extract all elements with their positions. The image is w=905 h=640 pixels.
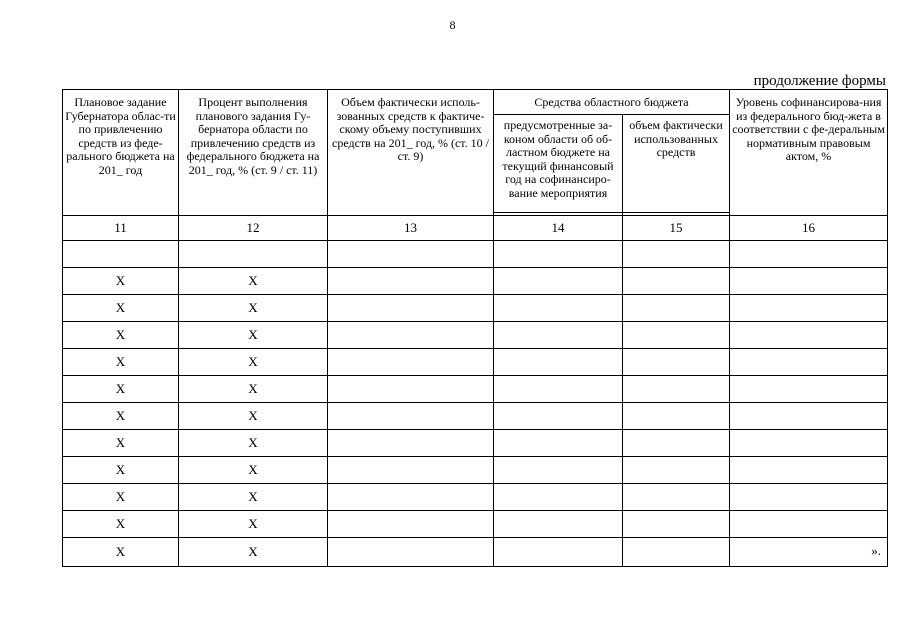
table-row	[63, 430, 888, 457]
table-cell	[623, 403, 730, 430]
table-cell	[623, 538, 730, 567]
table-cell	[623, 430, 730, 457]
table-cell: X	[179, 268, 328, 295]
table-cell	[494, 376, 623, 403]
table-cell	[328, 403, 494, 430]
table-cell	[63, 241, 179, 268]
table-cell	[328, 511, 494, 538]
table-cell: X	[179, 349, 328, 376]
table-cell	[328, 268, 494, 295]
table-cell	[494, 349, 623, 376]
table-cell	[328, 295, 494, 322]
table-cell	[328, 322, 494, 349]
table-cell	[494, 295, 623, 322]
form-table	[62, 89, 888, 567]
table-cell	[730, 322, 888, 349]
table-cell	[730, 484, 888, 511]
table-cell: X	[179, 295, 328, 322]
table-cell	[730, 511, 888, 538]
table-cell	[494, 484, 623, 511]
table-cell	[623, 241, 730, 268]
table-cell: X	[63, 376, 179, 403]
header-col-11: Плановое задание Губернатора облас-ти по привлечению средств из феде-рального бюджета на 201_ год	[63, 90, 179, 213]
table-cell	[623, 457, 730, 484]
table-row	[63, 538, 888, 567]
page-number: 8	[449, 18, 456, 32]
column-numbers-row	[63, 216, 888, 241]
table-cell	[730, 241, 888, 268]
table-cell: X	[179, 403, 328, 430]
table-cell: X	[179, 376, 328, 403]
table-cell	[623, 349, 730, 376]
table-cell: X	[179, 322, 328, 349]
table-cell: X	[63, 322, 179, 349]
table-cell	[730, 430, 888, 457]
table-cell: X	[179, 511, 328, 538]
table-cell	[494, 457, 623, 484]
table-row	[63, 376, 888, 403]
table-row	[63, 241, 888, 268]
table-cell	[179, 241, 328, 268]
continuation-label: продолжение формы	[753, 73, 886, 89]
table-cell: X	[63, 457, 179, 484]
table-cell	[494, 538, 623, 567]
header-col-16: Уровень софинансирова-ния из федерального бюд-жета в соответствии с фе-деральным нормативным правовым актом, %	[730, 90, 888, 213]
table-cell: ».	[730, 538, 888, 567]
column-number: 12	[179, 216, 328, 241]
table-cell: X	[63, 268, 179, 295]
header-col-15: объем фактически использованных средств	[623, 115, 730, 213]
table-cell	[328, 241, 494, 268]
table-cell	[328, 538, 494, 567]
table-cell	[623, 295, 730, 322]
table-cell	[730, 268, 888, 295]
table-row	[63, 457, 888, 484]
table-cell: X	[63, 295, 179, 322]
column-number: 15	[623, 216, 730, 241]
table-cell: X	[179, 484, 328, 511]
table-cell	[494, 511, 623, 538]
table-cell	[494, 403, 623, 430]
table-cell	[623, 484, 730, 511]
table-row	[63, 349, 888, 376]
table-cell	[328, 430, 494, 457]
table-cell	[494, 241, 623, 268]
table-cell	[730, 295, 888, 322]
table-cell: X	[179, 430, 328, 457]
table-row	[63, 484, 888, 511]
table-cell	[730, 403, 888, 430]
table-row	[63, 295, 888, 322]
table-cell	[730, 457, 888, 484]
table-cell	[494, 268, 623, 295]
table-cell: X	[63, 349, 179, 376]
table-row	[63, 511, 888, 538]
header-col-12: Процент выполнения планового задания Гу-бернатора области по привлечению средств из федерального бюджета на 201_ год, % (ст. 9 / ст. 11)	[179, 90, 328, 213]
table-cell: X	[179, 457, 328, 484]
column-number: 11	[63, 216, 179, 241]
table-cell	[328, 376, 494, 403]
table-cell	[730, 376, 888, 403]
table-cell	[328, 484, 494, 511]
column-number: 14	[494, 216, 623, 241]
table-cell: X	[63, 538, 179, 567]
table-cell	[494, 322, 623, 349]
header-group-regional-budget: Средства областного бюджета	[494, 90, 730, 115]
table-cell	[623, 322, 730, 349]
table-cell: X	[63, 403, 179, 430]
table-cell	[623, 268, 730, 295]
table-cell: X	[179, 538, 328, 567]
table-cell	[328, 349, 494, 376]
table-row	[63, 403, 888, 430]
column-number: 16	[730, 216, 888, 241]
header-row	[63, 90, 888, 115]
table-cell	[623, 511, 730, 538]
table-row	[63, 322, 888, 349]
table-cell	[328, 457, 494, 484]
table-row	[63, 268, 888, 295]
table-cell: X	[63, 511, 179, 538]
header-col-14: предусмотренные за-коном области об об-ластном бюджете на текущий финансовый год на софинансиро-вание мероприятия	[494, 115, 623, 213]
table-cell: X	[63, 484, 179, 511]
table-cell	[730, 349, 888, 376]
table-cell	[623, 376, 730, 403]
table-cell	[494, 430, 623, 457]
header-col-13: Объем фактически исполь-зованных средств к фактиче-скому объему поступивших средств на 201_ год, % (ст. 10 / ст. 9)	[328, 90, 494, 213]
table-cell: X	[63, 430, 179, 457]
column-number: 13	[328, 216, 494, 241]
